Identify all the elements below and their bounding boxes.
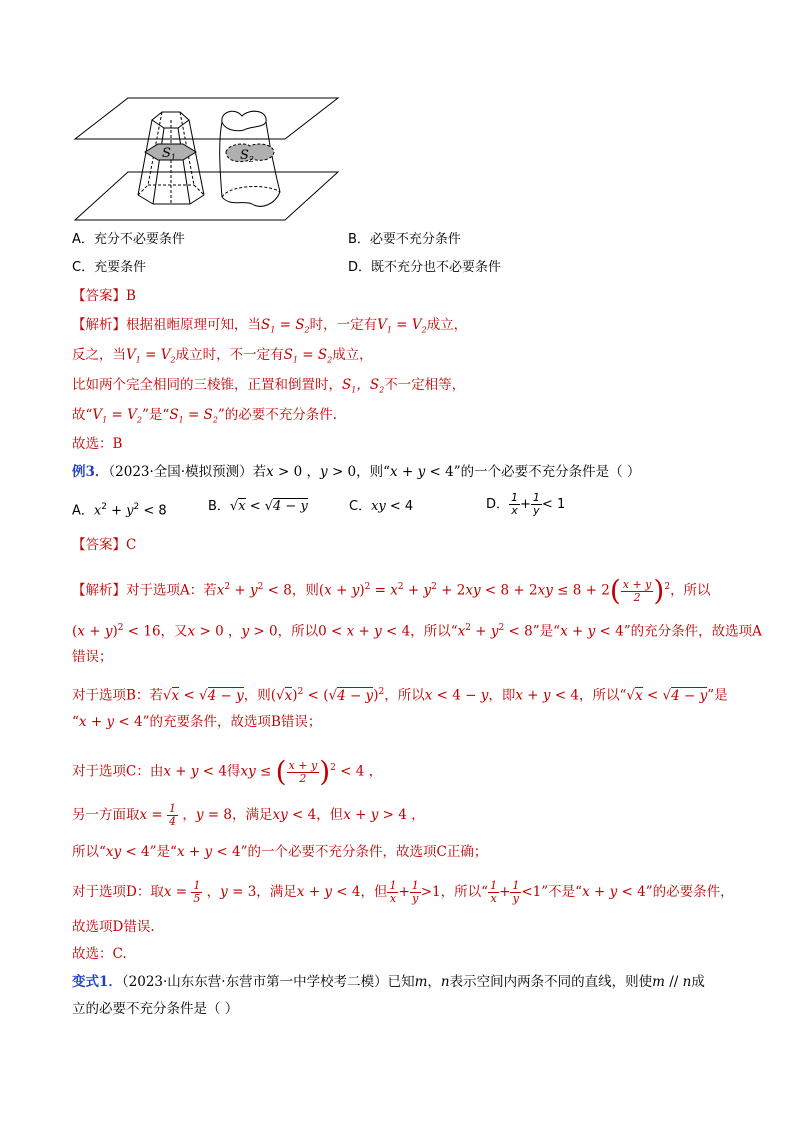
choose-line-1: 故选：B [72,436,123,452]
ex3-analysis-a3: 错误； [72,649,113,665]
solid-figure [70,92,340,224]
ex3-analysis-d1: 对于选项D：取x = $\frac{1}{5}$ ，y = 3，满足x + y < 4，但 $\frac{1}{x}$ + $\frac{1}{y}$ >1，所以“ $\frac{1}{x}$ + $\frac{1}{y}$ <1”不是“x + y < 4”的必要条件， [72,879,734,905]
option-d[interactable]: D．既不充分也不必要条件 [348,260,502,275]
bottom-plane [75,172,338,220]
ex3-analysis-b1: 对于选项B：若√x < √4 − y，则$(√x)^2 < (√4 - y)^2$，所以x < 4 − y，即x + y < 4，所以“√x < √4 − y”是 [72,687,728,704]
answer-line-1: 【答案】B [72,288,136,304]
answer-line-2: 【答案】C [72,537,137,553]
top-plane [75,98,338,139]
ex3-option-d[interactable]: D． $\frac{1}{x}$ + $\frac{1}{y}$ < 1 [486,491,566,517]
ex3-analysis-a1: 【解析】对于选项A：若$x^2 + y^2 < 8$，则$(x + y)^2 = x^2 + y^2 + 2xy < 8 + 2xy \le 8 + 2$( $\frac{x + y}{2}$ )$^2$，所以 [72,574,711,607]
ex3-option-a[interactable]: A．$x^2 + y^2 < 8$ [72,502,167,519]
label-s1: $S_1$ [162,146,176,162]
option-a[interactable]: A．充分不必要条件 [72,232,185,247]
ex3-analysis-a2: $(x + y)^2 < 16$，又x > 0 ，y > 0，所以0 < x + y < 4，所以“$x^2 + y^2 < 8$”是“x + y < 4”的充分条件，故选项A [72,623,762,640]
ex3-analysis-c2: 另一方面取x = $\frac{1}{4}$ ，y = 8，满足xy < 4，但x + y > 4 ， [72,802,425,828]
analysis-line-2: 反之，当$V_1 = V_2$成立时，不一定有$S_1 = S_2$成立， [72,347,373,365]
ex3-option-b[interactable]: B．√x < √4 − y [208,499,308,514]
ex3-analysis-c3: 所以“xy < 4”是“x + y < 4”的一个必要不充分条件，故选项C正确； [72,844,488,860]
ex3-analysis-b2: “x + y < 4”的充要条件，故选项B错误； [72,714,322,730]
ex3-option-c[interactable]: C．xy < 4 [349,499,414,514]
label-s2: $S_2$ [240,148,254,164]
option-c[interactable]: C．充要条件 [72,260,147,275]
example3-stem: 例3．（2023·全国·模拟预测）若x > 0 ，y > 0，则“x + y < 4”的一个必要不充分条件是（ ） [72,464,641,480]
option-b[interactable]: B．必要不充分条件 [348,232,461,247]
analysis-line-3: 比如两个完全相同的三棱锥，正置和倒置时，$S_1$，$S_2$不一定相等， [72,377,466,395]
ex3-analysis-d2: 故选项D错误. [72,919,155,935]
analysis-line-4: 故“$V_1 = V_2$”是“$S_1 = S_2$”的必要不充分条件. [72,407,338,425]
choose-line-2: 故选：C. [72,946,127,962]
ex3-analysis-c1: 对于选项C：由x + y < 4得xy ≤ ( $\frac{x + y}{2}$ )$^2$ < 4 ， [72,755,383,788]
variant1-line-2: 立的必要不充分条件是（ ） [72,1001,239,1017]
analysis-line-1: 【解析】根据祖暅原理可知，当$S_1 = S_2$时，一定有$V_1 = V_2$成立， [72,317,468,335]
variant1-line-1: 变式1．（2023·山东东营·东营市第一中学校考二模）已知m，n表示空间内两条不同的直线，则使m // n成 [72,974,705,990]
